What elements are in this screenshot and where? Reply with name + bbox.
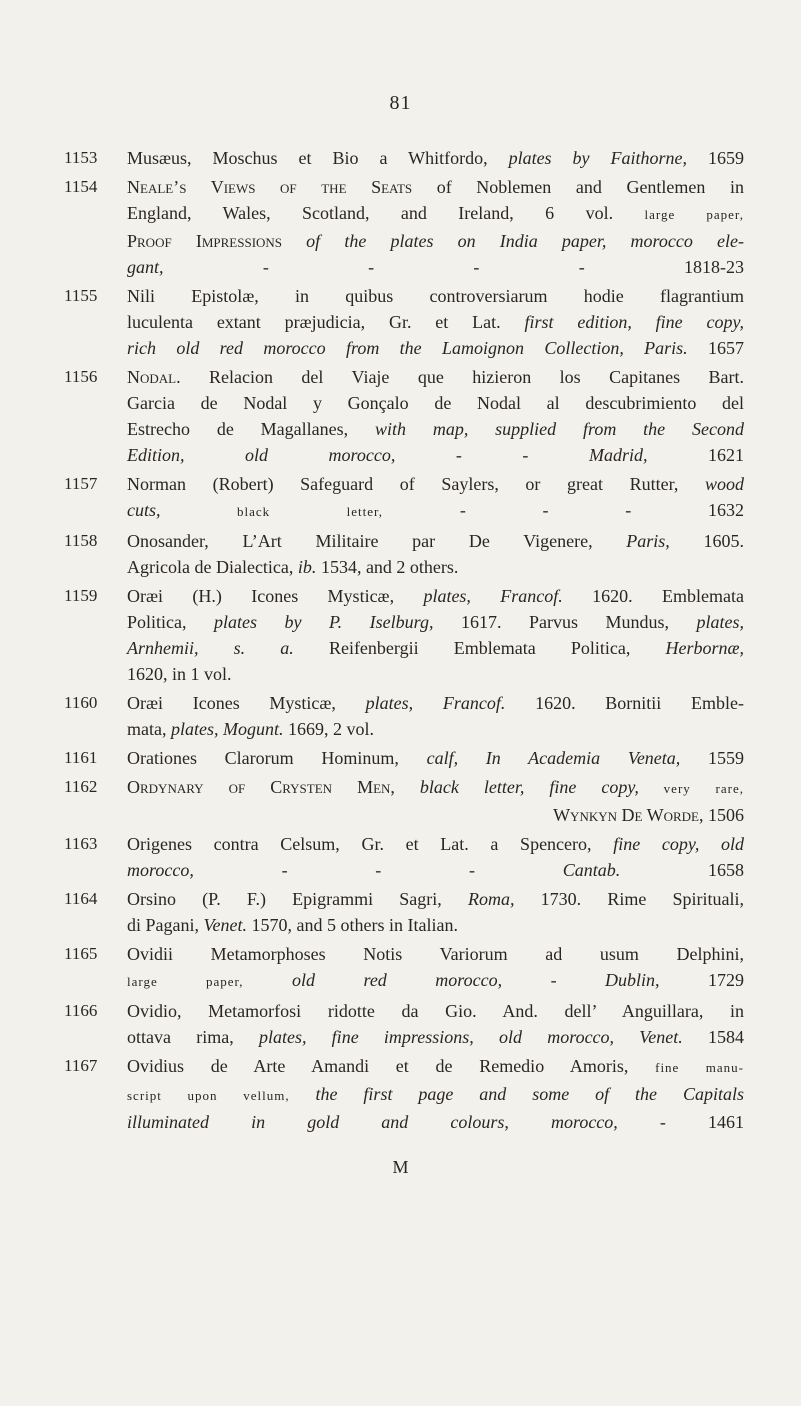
list-item [64, 145, 744, 171]
lot-number: 1165 [64, 944, 98, 963]
lot-number: 1160 [64, 693, 98, 712]
list-item [64, 364, 744, 468]
list-item [64, 283, 744, 361]
list-item [64, 1053, 744, 1135]
lot-number: 1158 [64, 531, 98, 550]
entries-list [64, 145, 744, 1138]
list-item [64, 886, 744, 938]
entry-text: Ovidii Metamorphoses Notis Variorum ad usum Delphini, large paper, old red morocco, - Dublin, 1729 [127, 944, 745, 990]
lot-number: 1153 [64, 148, 98, 167]
entry-text: Musæus, Moschus et Bio a Whitfordo, plates by Faithorne, 1659 [127, 148, 744, 168]
lot-number: 1164 [64, 889, 98, 908]
entry-text: Nili Epistolæ, in quibus controversiarum hodie flagrantium luculenta extant præjudicia, Gr. et Lat. first edition, fine copy, rich old red morocco from the Lamoignon Collection, Paris. 1657 [127, 286, 745, 358]
entry-text: Ovidio, Metamorfosi ridotte da Gio. And. dell’ Anguillara, in ottava rima, plates, fine impressions, old morocco, Venet. 1584 [127, 1001, 745, 1047]
lot-number: 1156 [64, 367, 98, 386]
entry-text: Orsino (P. F.) Epigrammi Sagri, Roma, 1730. Rime Spirituali, di Pagani, Venet. 1570, and 5 others in Italian. [127, 889, 744, 935]
lot-number: 1166 [64, 1001, 98, 1020]
entry-text: Origenes contra Celsum, Gr. et Lat. a Spencero, fine copy, old morocco, - - - Cantab. 1658 [127, 834, 745, 880]
entry-text: Onosander, L’Art Militaire par De Vigenere, Paris, 1605. Agricola de Dialectica, ib. 1534, and 2 others. [127, 531, 744, 577]
list-item [64, 998, 744, 1050]
entry-text: Ovidius de Arte Amandi et de Remedio Amoris, fine manu- script upon vellum, the first page and some of the Capitals illuminated in gold and colours, morocco, - 1461 [127, 1056, 745, 1132]
lot-number: 1155 [64, 286, 98, 305]
entry-text: Orationes Clarorum Hominum, calf, In Academia Veneta, 1559 [127, 748, 744, 768]
list-item [64, 471, 744, 525]
lot-number: 1159 [64, 586, 98, 605]
entry-text: Nodal. Relacion del Viaje que hizieron los Capitanes Bart. Garcia de Nodal y Gonçalo de Nodal al descubrimiento del Estrecho de Magallanes, with map, supplied from the Second Edition, old morocco, - - Madrid, 1621 [127, 367, 744, 465]
list-item [64, 528, 744, 580]
entry-text: Oræi (H.) Icones Mysticæ, plates, Francof. 1620. Emblemata Politica, plates by P. Iselburg, 1617. Parvus Mundus, plates, Arnhemii, s. a. Reifenbergii Emblemata Politica, Herbornæ, 1620, in 1 vol. [127, 586, 744, 684]
lot-number: 1157 [64, 474, 98, 493]
signature-mark: M [392, 1157, 409, 1177]
page-number: 81 [389, 92, 412, 114]
lot-number: 1161 [64, 748, 98, 767]
list-item [64, 174, 744, 280]
list-item [64, 745, 744, 771]
list-item [64, 941, 744, 995]
list-item [64, 583, 744, 687]
lot-number: 1154 [64, 177, 98, 196]
lot-number: 1163 [64, 834, 98, 853]
lot-number: 1167 [64, 1056, 98, 1075]
list-item [64, 690, 744, 742]
entry-text: Ordynary of Crysten Men, black letter, fine copy, very rare, Wynkyn De Worde, 1506 [127, 777, 744, 825]
entry-text: Norman (Robert) Safeguard of Saylers, or great Rutter, wood cuts, black letter, - - - 1632 [127, 474, 745, 520]
list-item [64, 831, 744, 883]
entry-text: Oræi Icones Mysticæ, plates, Francof. 1620. Bornitii Emble- mata, plates, Mogunt. 1669, 2 vol. [127, 693, 744, 739]
list-item [64, 774, 744, 828]
entry-text: Neale’s Views of the Seats of Noblemen and Gentlemen in England, Wales, Scotland, and Ireland, 6 vol. large paper, Proof Impressions of the plates on India paper, morocco ele- gant, - - - - 1818-23 [127, 177, 745, 277]
lot-number: 1162 [64, 777, 98, 796]
